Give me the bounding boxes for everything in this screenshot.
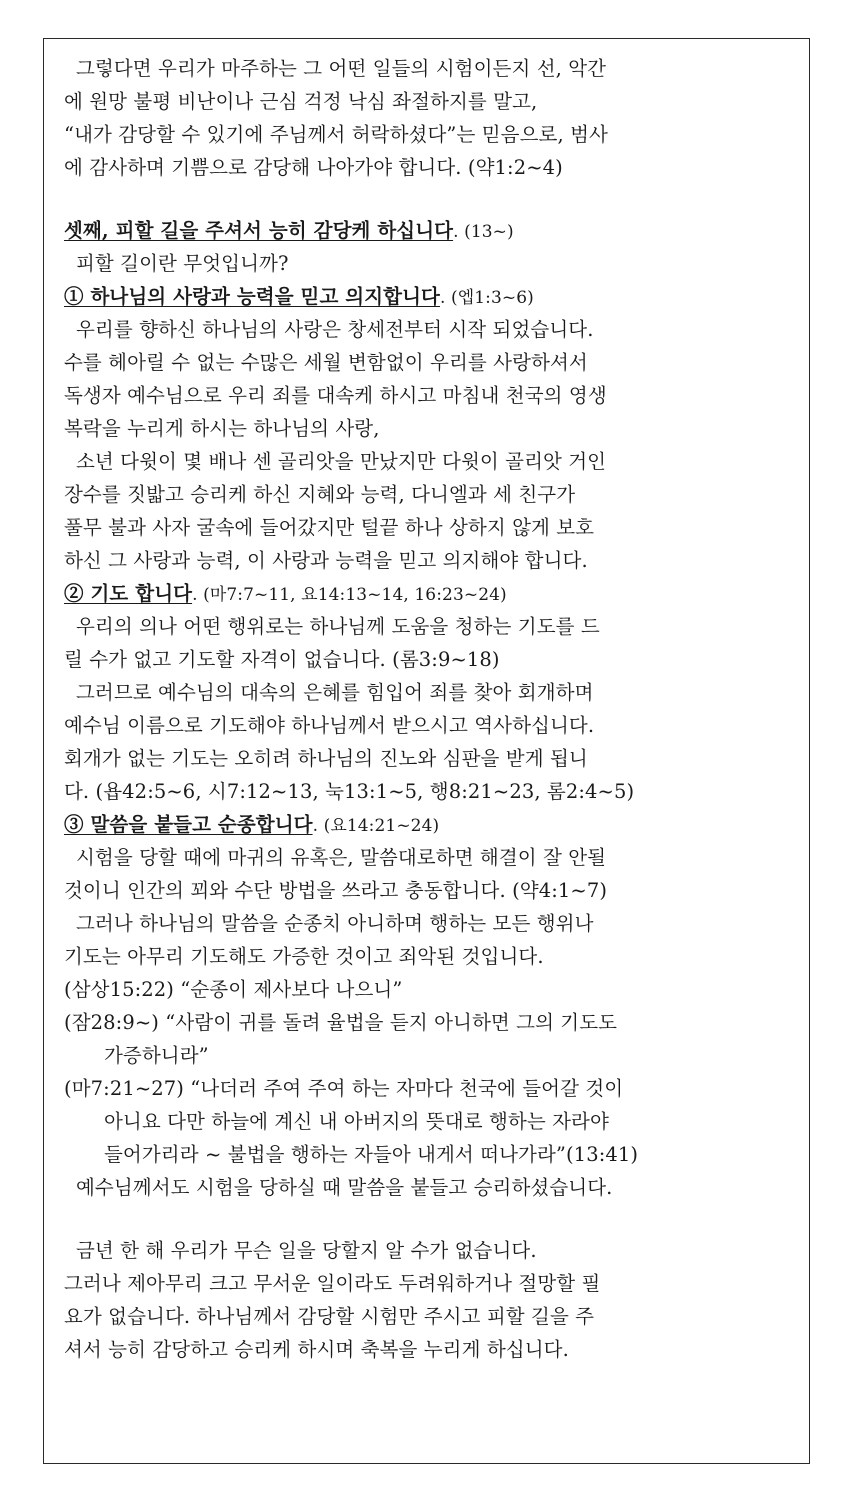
subheading-ref: . (요14:21~24) — [312, 816, 440, 836]
subheading-title: ① 하나님의 사랑과 능력을 믿고 의지합니다 — [64, 285, 440, 308]
paragraph-line: 우리를 향하신 하나님의 사랑은 창세전부터 시작 되었습니다. — [76, 318, 594, 341]
paragraph-line: 에 원망 불평 비난이나 근심 걱정 낙심 좌절하지를 말고, — [64, 90, 538, 113]
paragraph-line: “내가 감당할 수 있기에 주님께서 허락하셨다”는 믿음으로, 범사 — [64, 123, 608, 146]
subheading-title: ③ 말씀을 붙들고 순종합니다 — [64, 813, 313, 836]
scripture-quote-cont: 들어가리라 ~ 불법을 행하는 자들아 내게서 떠나가라”(13:41) — [104, 1143, 639, 1166]
document-body — [64, 52, 794, 1366]
scripture-quote: (삼상15:22) “순종이 제사보다 나으니” — [64, 978, 403, 1001]
paragraph-line: 그러나 제아무리 크고 무서운 일이라도 두려워하거나 절망할 필 — [64, 1272, 601, 1295]
subheading-ref: . (마7:7~11, 요14:13~14, 16:23~24) — [192, 585, 507, 605]
paragraph-line: 기도는 아무리 기도해도 가증한 것이고 죄악된 것입니다. — [64, 945, 544, 968]
paragraph-line: 것이니 인간의 꾀와 수단 방법을 쓰라고 충동합니다. (약4:1~7) — [64, 879, 608, 902]
paragraph-line: 그렇다면 우리가 마주하는 그 어떤 일들의 시험이든지 선, 악간 — [76, 57, 607, 80]
paragraph-line: 요가 없습니다. 하나님께서 감당할 시험만 주시고 피할 길을 주 — [64, 1305, 595, 1328]
paragraph-line: 금년 한 해 우리가 무슨 일을 당할지 알 수가 없습니다. — [76, 1239, 537, 1262]
paragraph-line: 소년 다윗이 몇 배나 센 골리앗을 만났지만 다윗이 골리앗 거인 — [76, 450, 607, 473]
section-heading-ref: . (13~) — [453, 222, 514, 242]
section-heading-title: 셋째, 피할 길을 주셔서 능히 감당케 하십니다 — [64, 219, 454, 242]
paragraph-line: 풀무 불과 사자 굴속에 들어갔지만 털끝 하나 상하지 않게 보호 — [64, 516, 595, 539]
paragraph-line: 다. (욥42:5~6, 시7:12~13, 눅13:1~5, 행8:21~23, 롬2:4~5) — [64, 780, 635, 803]
scripture-quote-cont: 아니요 다만 하늘에 계신 내 아버지의 뜻대로 행하는 자라야 — [104, 1110, 609, 1133]
spacer — [64, 184, 794, 214]
paragraph-line: 그러나 하나님의 말씀을 순종치 아니하며 행하는 모든 행위나 — [76, 912, 594, 935]
scripture-quote-cont: 가증하니라” — [104, 1044, 209, 1067]
scripture-quote: (마7:21~27) “나더러 주여 주여 하는 자마다 천국에 들어갈 것이 — [64, 1077, 624, 1100]
paragraph-line: 독생자 예수님으로 우리 죄를 대속케 하시고 마침내 천국의 영생 — [64, 384, 607, 407]
paragraph-line: 예수님 이름으로 기도해야 하나님께서 받으시고 역사하십니다. — [64, 714, 595, 737]
paragraph-line: 우리의 의나 어떤 행위로는 하나님께 도움을 청하는 기도를 드 — [76, 615, 600, 638]
paragraph-line: 예수님께서도 시험을 당하실 때 말씀을 붙들고 승리하셨습니다. — [76, 1176, 613, 1199]
subheading-title: ② 기도 합니다 — [64, 582, 193, 605]
section-heading — [64, 214, 794, 247]
paragraph-line: 회개가 없는 기도는 오히려 하나님의 진노와 심판을 받게 됩니 — [64, 747, 588, 770]
subheading-3 — [64, 808, 794, 841]
paragraph-line: 에 감사하며 기쁨으로 감당해 나아가야 합니다. (약1:2~4) — [64, 156, 563, 179]
paragraph-line: 릴 수가 없고 기도할 자격이 없습니다. (롬3:9~18) — [64, 648, 500, 671]
paragraph-line: 복락을 누리게 하시는 하나님의 사랑, — [64, 417, 380, 440]
subheading-1 — [64, 280, 794, 313]
paragraph-line: 하신 그 사랑과 능력, 이 사랑과 능력을 믿고 의지해야 합니다. — [64, 549, 588, 572]
subheading-2 — [64, 577, 794, 610]
paragraph-line: 그러므로 예수님의 대속의 은혜를 힘입어 죄를 찾아 회개하며 — [76, 681, 594, 704]
subheading-ref: . (엡1:3~6) — [439, 288, 534, 308]
scripture-quote: (잠28:9~) “사람이 귀를 돌려 율법을 듣지 아니하면 그의 기도도 — [64, 1011, 618, 1034]
paragraph-line: 수를 헤아릴 수 없는 수많은 세월 변함없이 우리를 사랑하셔서 — [64, 351, 588, 374]
paragraph-line: 장수를 짓밟고 승리케 하신 지혜와 능력, 다니엘과 세 친구가 — [64, 483, 576, 506]
spacer — [64, 1204, 794, 1234]
question-line: 피할 길이란 무엇입니까? — [76, 252, 289, 275]
paragraph-line: 셔서 능히 감당하고 승리케 하시며 축복을 누리게 하십니다. — [64, 1338, 569, 1361]
paragraph-line: 시험을 당할 때에 마귀의 유혹은, 말씀대로하면 해결이 잘 안될 — [76, 846, 607, 869]
